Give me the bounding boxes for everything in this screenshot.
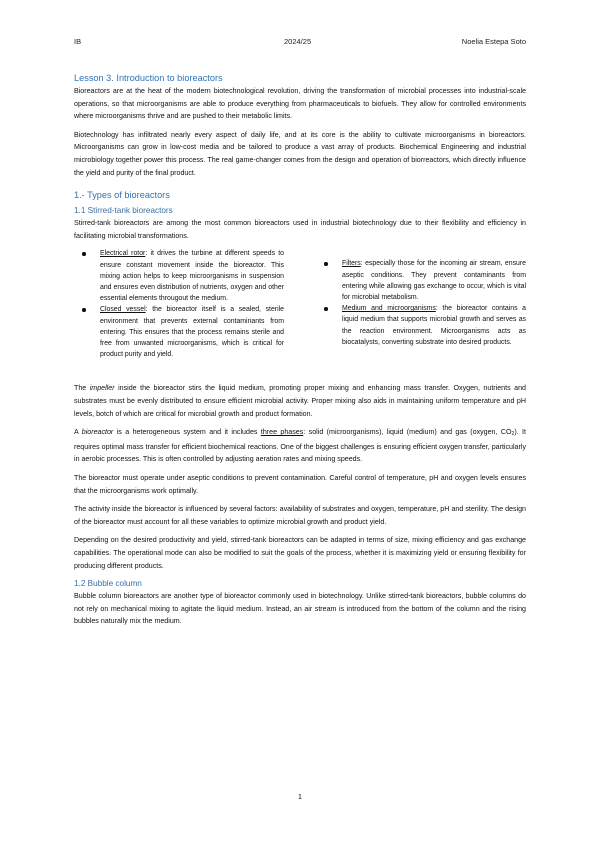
stirred-tank-intro: Stirred-tank bioreactors are among the most common bioreactors used in industrial biotechnology due to their flexibility and efficiency in facilitating microbial transformations. xyxy=(74,219,526,240)
subsection-1-1-title: 1.1 Stirred-tank bioreactors xyxy=(74,206,173,216)
component-list-right xyxy=(316,258,526,360)
section-1-title: 1.- Types of bioreactors xyxy=(74,190,170,201)
header-left: IB xyxy=(74,37,82,46)
list-item-term: Closed vessel xyxy=(100,306,146,314)
document-body xyxy=(74,72,526,628)
header-center: 2024/25 xyxy=(284,37,312,46)
intro-paragraph-1: Bioreactors are at the heat of the modern biotechnological revolution, driving the transformation of microbial processes into industrial-scale operations, so that microorganisms are able to produce everything from pharmaceuticals to biofuels. They allow for controlled environments where microorganisms thrive and are pushed to their metabolic limits. xyxy=(74,87,526,121)
aseptic-paragraph: The bioreactor must operate under aseptic conditions to prevent contamination. Careful control of temperature, pH and oxygen levels ensures that the microorganisms work optimally. xyxy=(74,473,526,495)
list-item: Medium and microorganisms: the bioreactor contains a liquid medium that supports microbial growth and serves as the reaction environment. Microorganisms acts as biocatalysts, converting substrate into desired products. xyxy=(342,303,526,348)
bioreactor-phases-paragraph: A bioreactor is a heterogeneous system and it includes three phases: solid (microorganisms), liquid (medium) and gas (oxygen, $CO_2$). It requires optimal mass transfer for efficient biochemical reactions. One of the biggest challenges is ensuring efficient oxygen transfer, particularly in aerobic processes. This is often controlled by adjusting aeration rates and mixing speeds. xyxy=(74,428,526,464)
subsection-1-2-title: 1.2 Bubble column xyxy=(74,579,142,589)
impeller-paragraph: The impeller inside the bioreactor stirs the liquid medium, promoting proper mixing and enhancing mass transfer. Oxygen, nutrients and substrates must be evenly distributed to ensure efficient microbial activity. Proper mixing also aids in maintaining uniform temperature and pH levels, botch of which are critical for microbial growth and product formation. xyxy=(74,384,526,418)
list-item-term: Medium and microorganisms xyxy=(342,305,436,313)
list-item: Electrical rotor: it drives the turbine at different speeds to ensure constant movement inside the bioreactor. This mixing action helps to keep microorganisms in suspension and ensures even distribution of nutrients, oxygen and other essential elements througout the medium. xyxy=(100,248,284,304)
activity-paragraph: The activity inside the bioreactor is influenced by several factors: availability of substrates and oxygen, temperature, pH and sterility. The design of the bioreactor must account for all these variables to optimize microbial growth and product yield. xyxy=(74,505,526,526)
page-number: 1 xyxy=(297,792,303,801)
header-right: Noelia Estepa Soto xyxy=(461,37,526,46)
page-header xyxy=(74,37,526,51)
lesson-title: Lesson 3. Introduction to bioreactors xyxy=(74,73,223,83)
list-item-term: Electrical rotor xyxy=(100,250,146,258)
list-item-term: Filters xyxy=(342,260,361,268)
component-list-columns xyxy=(74,248,526,360)
component-list-left xyxy=(74,248,284,360)
adaptation-paragraph: Depending on the desired productivity and yield, stirred-tank bioreactors can be adapted in terms of size, mixing efficiency and gas exchange capabilities. The operational mode can also be modified to suit the goals of the process, whether it is maximizing yield or ensuring flexibility for producing different products. xyxy=(74,536,526,570)
intro-paragraph-2: Biotechnology has infiltrated nearly every aspect of daily life, and at its core is the ability to cultivate microorganisms in bioreactors. Microorganisms can grow in low-cost media and be tailored to produce a vast array of products. Biochemical Engineering and industrial microbiology together power this process. The real game-changer comes from the design and operation of biorreactors, which directly influence the yield and purity of the final product. xyxy=(74,130,526,177)
list-item: Closed vessel: the bioreactor itself is a sealed, sterile environment that prevents external contaminants from entering. This ensures that the process remains sterile and free from unwanted microorganisms, which is critical for product purity and yield. xyxy=(100,304,284,360)
list-item: Filters: especially those for the incoming air stream, ensure aseptic conditions. They prevent contaminants from entering while allowing gas exchange to occur, which is vital for microbial metabolism. xyxy=(342,258,526,303)
bubble-column-paragraph: Bubble column bioreactors are another type of bioreactor commonly used in biotechnology. Unlike stirred-tank bioreactors, bubble columns do not rely on mechanical mixing to agitate the liquid medium. Instead, an air stream is introduced from the bottom of the column and the rising bubbles naturally mix the medium. xyxy=(74,592,526,626)
